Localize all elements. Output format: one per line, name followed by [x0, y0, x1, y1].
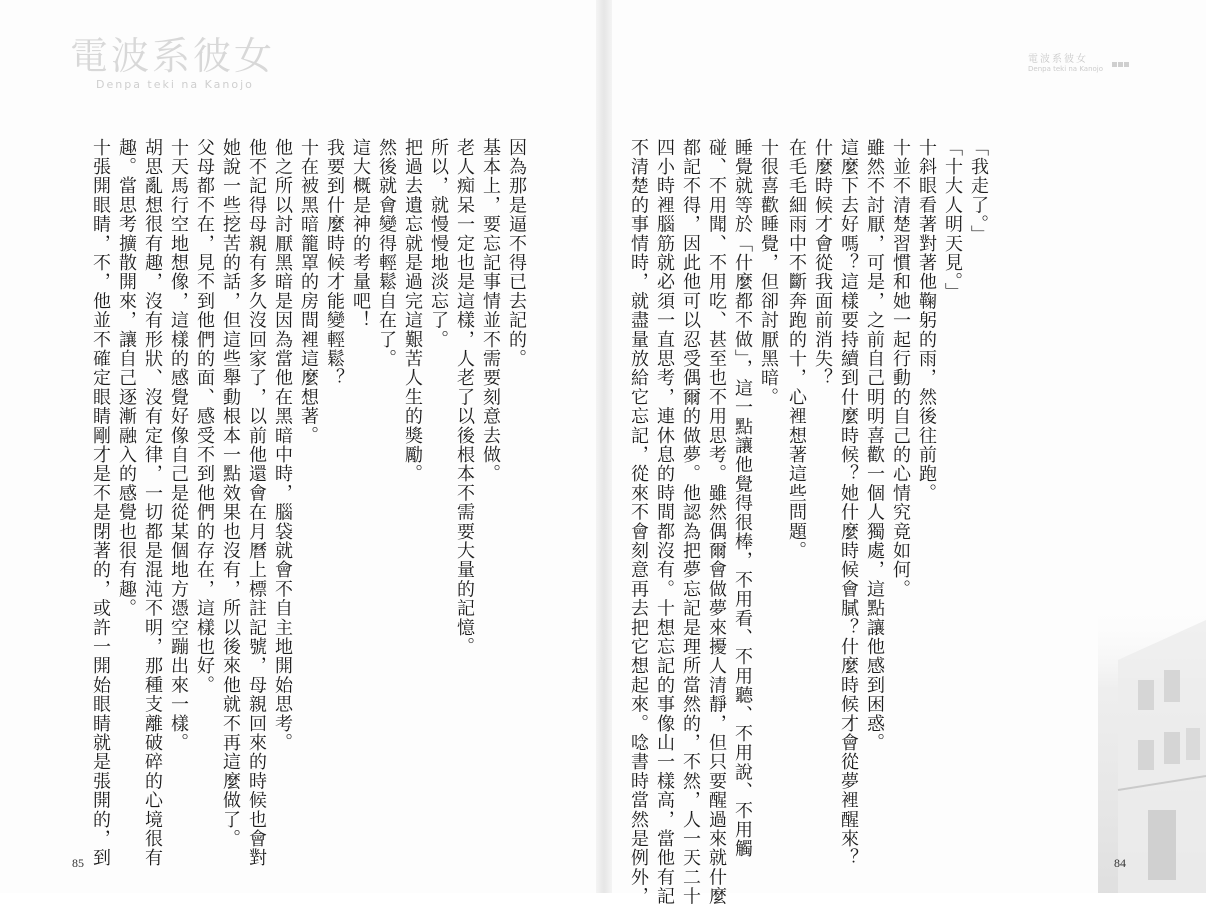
book-title-romaji: Denpa teki na Kanojo: [96, 78, 254, 91]
text-line: 這大概是神的考量吧！: [350, 138, 371, 330]
header-decoration-dots: [1112, 52, 1130, 71]
right-header-title: 電波系彼女: [1028, 54, 1088, 65]
text-line: 十並不清楚習慣和她一起行動的自己的心情究竟如何。: [890, 138, 911, 599]
text-line: 十張開眼睛，不，他並不確定眼睛剛才是不是閉著的，或許一開始眼睛就是張開的，到: [90, 138, 111, 868]
book-gutter: [596, 0, 612, 893]
page-number-right: 84: [1114, 856, 1126, 870]
text-line: 他不記得母親有多久沒回家了，以前他還會在月曆上標註記號，母親回來的時候也會對: [246, 138, 267, 868]
text-line: 因為那是逼不得已去記的。: [506, 138, 527, 369]
book-title-block: [70, 34, 275, 91]
right-page-header: [1028, 50, 1134, 73]
text-line: 十斜眼看著對著他鞠躬的雨，然後往前跑。: [916, 138, 937, 503]
text-line: 四小時裡腦筋就必須一直思考，連休息的時間都沒有。十想忘記的事像山一樣高，當他有記: [654, 138, 675, 906]
book-title: 電波系彼女: [70, 34, 276, 78]
text-line: 父母都不在，見不到他們的面、感受不到他們的存在，這樣也好。: [194, 138, 215, 695]
text-line: 把過去遺忘就是過完這艱苦人生的獎勵。: [402, 138, 423, 484]
right-header-sub: Denpa teki na Kanojo: [1028, 65, 1104, 73]
text-line: 碰、不用聞、不用吃、甚至也不用思考。雖然偶爾會做夢來擾人清靜，但只要醒過來就什麼: [706, 138, 727, 906]
text-line: 老人痴呆一定也是這樣，人老了以後根本不需要大量的記憶。: [454, 138, 475, 657]
text-line: 這麼下去好嗎？這樣要持續到什麼時候？她什麼時候會膩？什麼時候才會從夢裡醒來？: [838, 138, 859, 868]
text-line: 基本上，要忘記事情並不需要刻意去做。: [480, 138, 501, 484]
page-number-left: 85: [72, 856, 84, 870]
text-line: 十在被黑暗籠罩的房間裡這麼想著。: [298, 138, 319, 446]
text-line: 所以，就慢慢地淡忘了。: [428, 138, 449, 350]
text-line: 胡思亂想很有趣，沒有形狀、沒有定律，一切都是混沌不明，那種支離破碎的心境很有: [142, 138, 163, 868]
text-line: 不清楚的事情時，就盡量放給它忘記，從來不會刻意再去把它想起來。唸書時當然是例外，: [628, 138, 649, 906]
text-line: 在毛毛細雨中不斷奔跑的十，心裡想著這些問題。: [786, 138, 807, 561]
right-page-text: [628, 138, 990, 906]
text-line: 我要到什麼時候才能變輕鬆？: [324, 138, 345, 388]
text-line: 他之所以討厭黑暗是因為當他在黑暗中時，腦袋就會不自主地開始思考。: [272, 138, 293, 753]
text-line: 睡覺就等於「什麼都不做」，這一點讓他覺得很棒，不用看、不用聽、不用說、不用觸: [732, 138, 753, 859]
text-line: 「我走了。」: [968, 138, 989, 245]
text-line: 十很喜歡睡覺，但卻討厭黑暗。: [758, 138, 779, 407]
building-illustration: [1098, 600, 1206, 893]
text-line: 十天馬行空地想像，這樣的感覺好像自己是從某個地方憑空蹦出來一樣。: [168, 138, 189, 753]
text-line: 她說一些挖苦的話，但這些舉動根本一點效果也沒有，所以後來他就不再這麼做了。: [220, 138, 241, 849]
text-line: 然後就會變得輕鬆自在了。: [376, 138, 397, 369]
text-line: 都記不得，因此他可以忍受偶爾的做夢。他認為把夢忘記是理所當然的，不然，人一天二十: [680, 138, 701, 906]
text-line: 什麼時候才會從我面前消失？: [812, 138, 833, 388]
text-line: 趣。當思考擴散開來，讓自己逐漸融入的感覺也很有趣。: [116, 138, 137, 618]
text-line: 「十大人明天見。」: [942, 138, 963, 302]
text-line: 雖然不討厭，可是，之前自己明明喜歡一個人獨處，這點讓他感到困惑。: [864, 138, 885, 753]
